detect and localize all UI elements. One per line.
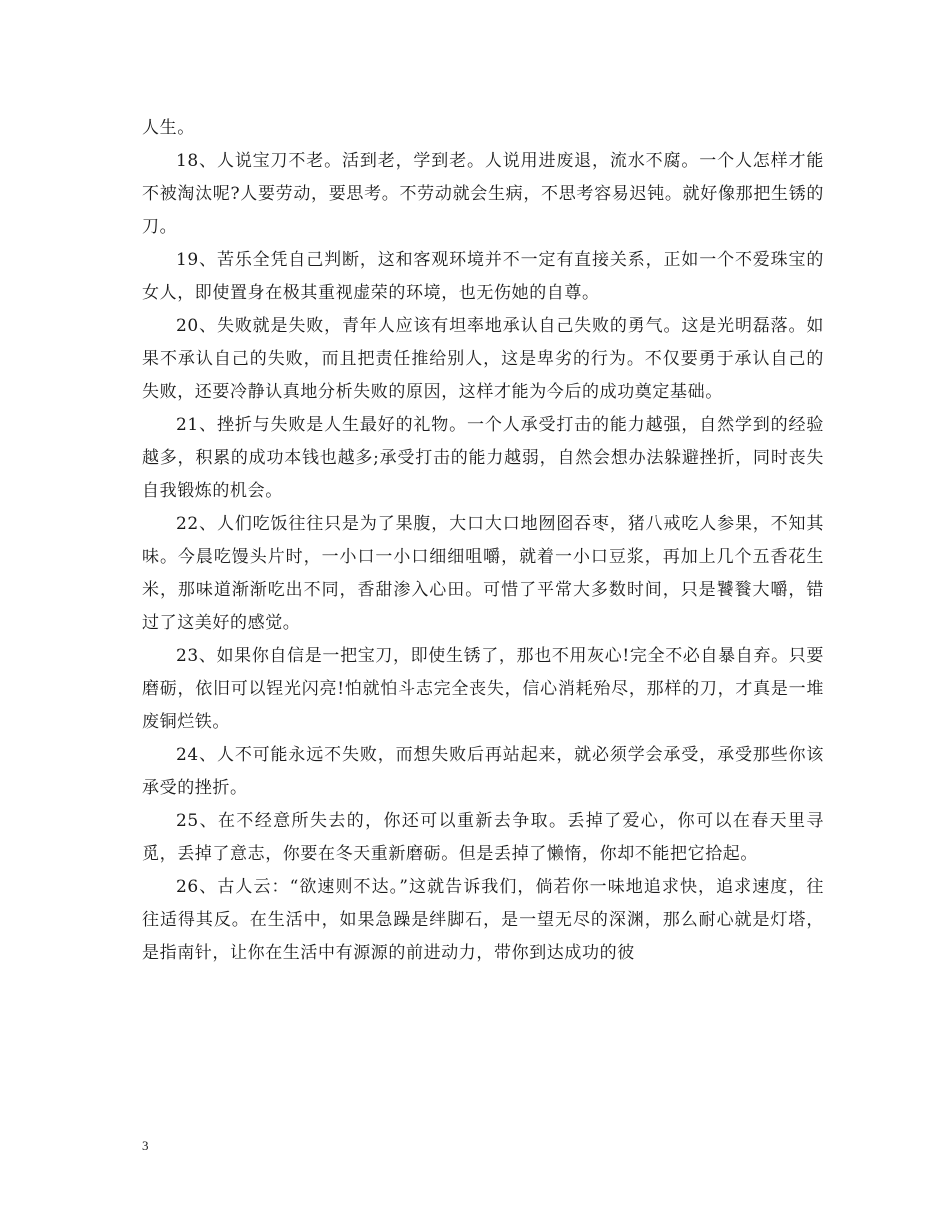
paragraph-18: 18、人说宝刀不老。活到老，学到老。人说用进废退，流水不腐。一个人怎样才能不被淘汰呢?人要劳动，要思考。不劳动就会生病，不思考容易迟钝。就好像那把生锈的刀。 <box>142 151 824 237</box>
paragraph-25: 25、在不经意所失去的，你还可以重新去争取。丢掉了爱心，你可以在春天里寻觅，丢掉了意志，你要在冬天重新磨砺。但是丢掉了懒惰，你却不能把它拾起。 <box>142 811 824 864</box>
paragraph-26: 26、古人云：“欲速则不达。”这就告诉我们，倘若你一味地追求快，追求速度，往往适得其反。在生活中，如果急躁是绊脚石，是一望无尽的深渊，那么耐心就是灯塔，是指南针，让你在生活中有源源的前进动力，带你到达成功的彼 <box>142 877 824 963</box>
paragraph-20: 20、失败就是失败，青年人应该有坦率地承认自己失败的勇气。这是光明磊落。如果不承认自己的失败，而且把责任推给别人，这是卑劣的行为。不仅要勇于承认自己的失败，还要冷静认真地分析失败的原因，这样才能为今后的成功奠定基础。 <box>142 316 824 402</box>
document-body <box>142 112 824 970</box>
paragraph-23: 23、如果你自信是一把宝刀，即使生锈了，那也不用灰心!完全不必自暴自弃。只要磨砺，依旧可以锃光闪亮!怕就怕斗志完全丧失，信心消耗殆尽，那样的刀，才真是一堆废铜烂铁。 <box>142 646 824 732</box>
paragraph-22: 22、人们吃饭往往只是为了果腹，大口大口地囫囵吞枣，猪八戒吃人参果，不知其味。今晨吃馒头片时，一小口一小口细细咀嚼，就着一小口豆浆，再加上几个五香花生米，那味道渐渐吃出不同，香甜渗入心田。可惜了平常大多数时间，只是饕餮大嚼，错过了这美好的感觉。 <box>142 514 824 633</box>
paragraph-19: 19、苦乐全凭自己判断，这和客观环境并不一定有直接关系，正如一个不爱珠宝的女人，即使置身在极其重视虚荣的环境，也无伤她的自尊。 <box>142 250 824 303</box>
paragraph-24: 24、人不可能永远不失败，而想失败后再站起来，就必须学会承受，承受那些你该承受的挫折。 <box>142 745 824 798</box>
paragraph-continuation: 人生。 <box>142 118 195 138</box>
paragraph-21: 21、挫折与失败是人生最好的礼物。一个人承受打击的能力越强，自然学到的经验越多，积累的成功本钱也越多;承受打击的能力越弱，自然会想办法躲避挫折，同时丧失自我锻炼的机会。 <box>142 415 824 501</box>
page-number: 3 <box>142 1138 149 1153</box>
